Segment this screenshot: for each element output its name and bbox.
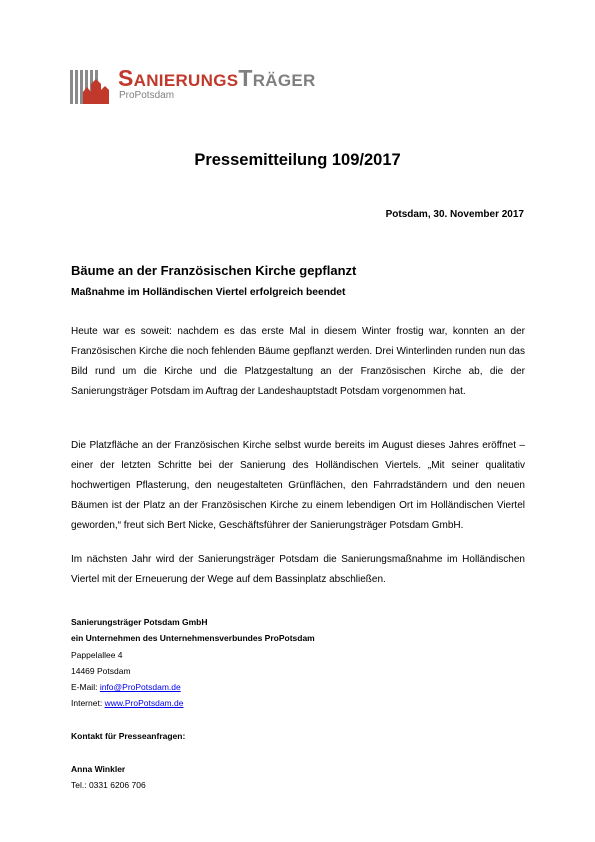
press-contact-phone: Tel.: 0331 6206 706 xyxy=(71,779,146,790)
website-link[interactable]: www.ProPotsdam.de xyxy=(104,698,184,709)
street-address: Pappelallee 4 xyxy=(71,649,123,660)
paragraph-3: Im nächsten Jahr wird der Sanierungsträger Potsdam die Sanierungsmaßnahme im Holländischen Viertel mit der Erneuerung der Wege auf dem Bassinplatz abschließen. xyxy=(71,554,525,585)
company-note: ein Unternehmen des Unternehmensverbundes ProPotsdam xyxy=(71,633,315,644)
internet-label: Internet: xyxy=(71,698,105,709)
press-contact-name: Anna Winkler xyxy=(71,763,126,774)
subheadline: Maßnahme im Holländischen Viertel erfolgreich beendet xyxy=(71,287,346,298)
logo-wordmark: SANIERUNGSTRÄGER xyxy=(118,65,316,91)
internet-line xyxy=(71,695,315,711)
contact-block xyxy=(71,614,315,793)
press-contact-heading: Kontakt für Presseanfragen: xyxy=(71,731,186,742)
email-line xyxy=(71,679,315,695)
company-name: Sanierungsträger Potsdam GmbH xyxy=(71,617,208,627)
paragraph-2: Die Platzfläche an der Französischen Kirche selbst wurde bereits im August dieses Jahres eröffnet – einer der letzten Schritte bei der Sanierung des Holländischen Viertels. „Mit seiner qualitativ hochwertigen Pflasterung, den neugestalteten Grünflächen, den Fahrradständern und den neuen Bäumen ist der Platz an der Französischen Kirche zu einem lebendigen Ort im Holländischen Viertel geworden,“ freut sich Bert Nicke, Geschäftsführer der Sanierungsträger Potsdam GmbH. xyxy=(71,440,525,531)
email-link[interactable]: info@ProPotsdam.de xyxy=(99,682,181,693)
dateline: Potsdam, 30. November 2017 xyxy=(385,209,524,220)
email-label: E-Mail: xyxy=(71,682,100,693)
city-address: 14469 Potsdam xyxy=(71,665,131,676)
document-title: Pressemitteilung 109/2017 xyxy=(194,151,401,169)
headline: Bäume an der Französischen Kirche gepflanzt xyxy=(71,263,357,278)
paragraph-1: Heute war es soweit: nachdem es das erste Mal in diesem Winter frostig war, konnten an der Französischen Kirche die noch fehlenden Bäume gepflanzt werden. Drei Winterlinden runden nun das Bild rund um die Kirche und die Platzgestaltung an der Französischen Kirche ab, die der Sanierungsträger Potsdam im Auftrag der Landeshauptstadt Potsdam vorgenommen hat. xyxy=(71,326,525,397)
logo-subtitle: ProPotsdam xyxy=(119,90,175,101)
building-bars-logo-icon xyxy=(70,70,110,108)
company-logo xyxy=(70,66,340,108)
